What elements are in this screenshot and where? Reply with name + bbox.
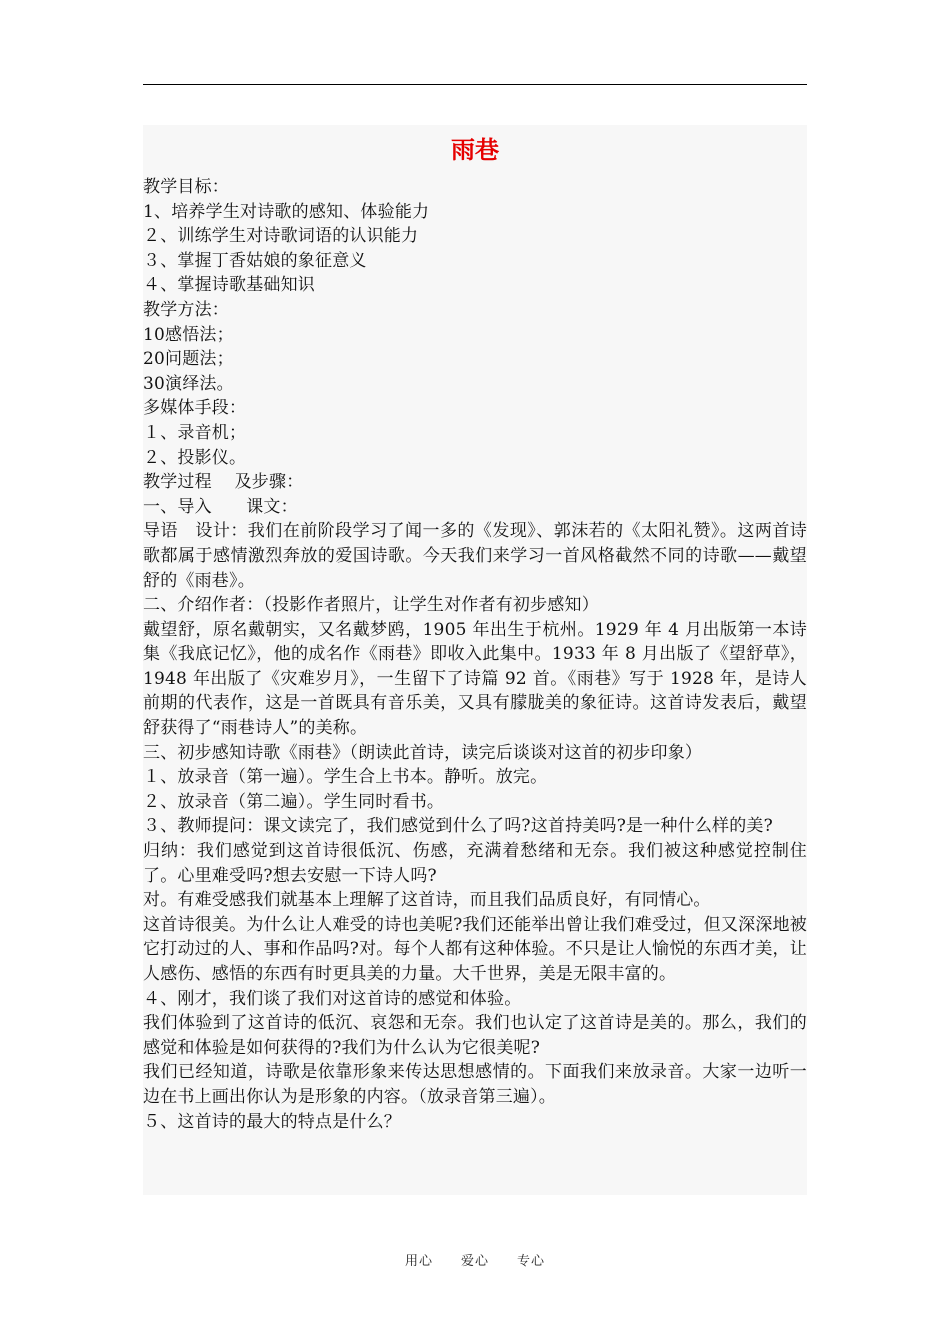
list-item: ２、放录音（第二遍）。学生同时看书。: [143, 791, 445, 812]
list-item: 30演绎法。: [143, 373, 234, 394]
document-body: [143, 125, 807, 1195]
paragraph: 归纳：我们感觉到这首诗很低沉、伤感，充满着愁绪和无奈。我们被这种感觉控制住了。心里难受吗?想去安慰一下诗人吗?: [143, 841, 807, 886]
list-item: １、录音机；: [143, 422, 247, 443]
list-item: ５、这首诗的最大的特点是什么？: [143, 1111, 401, 1132]
paragraph: 对。有难受感我们就基本上理解了这首诗，而且我们品质良好，有同情心。: [143, 890, 711, 911]
document-title: 雨巷: [451, 136, 499, 164]
section-heading-methods: 教学方法：: [143, 299, 229, 320]
list-item: 1、培养学生对诗歌的感知、体验能力: [143, 201, 430, 222]
list-item: 10感悟法；: [143, 324, 234, 345]
paragraph: 我们已经知道，诗歌是依靠形象来传达思想感情的。下面我们来放录音。大家一边听一边在书上画出你认为是形象的内容。（放录音第三遍）。: [143, 1062, 807, 1107]
list-item: ４、刚才，我们谈了我们对这首诗的感觉和体验。: [143, 988, 522, 1009]
paragraph: 导语 设计：我们在前阶段学习了闻一多的《发现》、郭沫若的《太阳礼赞》。这两首诗歌都属于感情激烈奔放的爱国诗歌。今天我们来学习一首风格截然不同的诗歌——戴望舒的《雨巷》。: [143, 521, 807, 591]
header-rule: [143, 84, 807, 85]
section-heading-media: 多媒体手段：: [143, 398, 247, 419]
section-heading-process: 教学过程 及步骤：: [143, 472, 304, 493]
paragraph: 我们体验到了这首诗的低沉、哀怨和无奈。我们也认定了这首诗是美的。那么，我们的感觉和体验是如何获得的?我们为什么认为它很美呢?: [143, 1013, 807, 1058]
list-item: ３、掌握丁香姑娘的象征意义: [143, 250, 367, 271]
list-item: 20问题法；: [143, 349, 234, 370]
list-item: ２、训练学生对诗歌词语的认识能力: [143, 226, 419, 247]
paragraph: 戴望舒，原名戴朝实，又名戴梦鸥，1905 年出生于杭州。1929 年 4 月出版第一本诗集《我底记忆》，他的成名作《雨巷》即收入此集中。1933 年 8 月出版了《望舒草》，1948 年出版了《灾难岁月》，一生留下了诗篇 92 首。《雨巷》写于 1928 年，是诗人前期的代表作，这是一首既具有音乐美，又具有朦胧美的象征诗。这首诗发表后，戴望舒获得了“雨巷诗人”的美称。: [143, 619, 807, 739]
section-heading-intro: 一、导入 课文：: [143, 496, 298, 517]
page-footer: 用心 爱心 专心: [404, 1254, 545, 1269]
paragraph: ３、教师提问：课文读完了，我们感觉到什么了吗?这首持美吗?是一种什么样的美?: [143, 816, 773, 837]
paragraph: 这首诗很美。为什么让人难受的诗也美呢?我们还能举出曾让我们难受过，但又深深地被它打动过的人、事和作品吗?对。每个人都有这种体验。不只是让人愉悦的东西才美，让人感伤、感悟的东西有时更具美的力量。大千世界，美是无限丰富的。: [143, 914, 807, 984]
section-heading-perception: 三、初步感知诗歌《雨巷》（朗读此首诗，读完后谈谈对这首的初步印象）: [143, 742, 703, 763]
section-heading-goals: 教学目标：: [143, 177, 229, 197]
list-item: １、放录音（第一遍）。学生合上书本。静听。放完。: [143, 767, 548, 788]
list-item: ４、掌握诗歌基础知识: [143, 275, 315, 296]
list-item: ２、投影仪。: [143, 447, 247, 468]
section-heading-author: 二、介绍作者：（投影作者照片，让学生对作者有初步感知）: [143, 595, 599, 616]
